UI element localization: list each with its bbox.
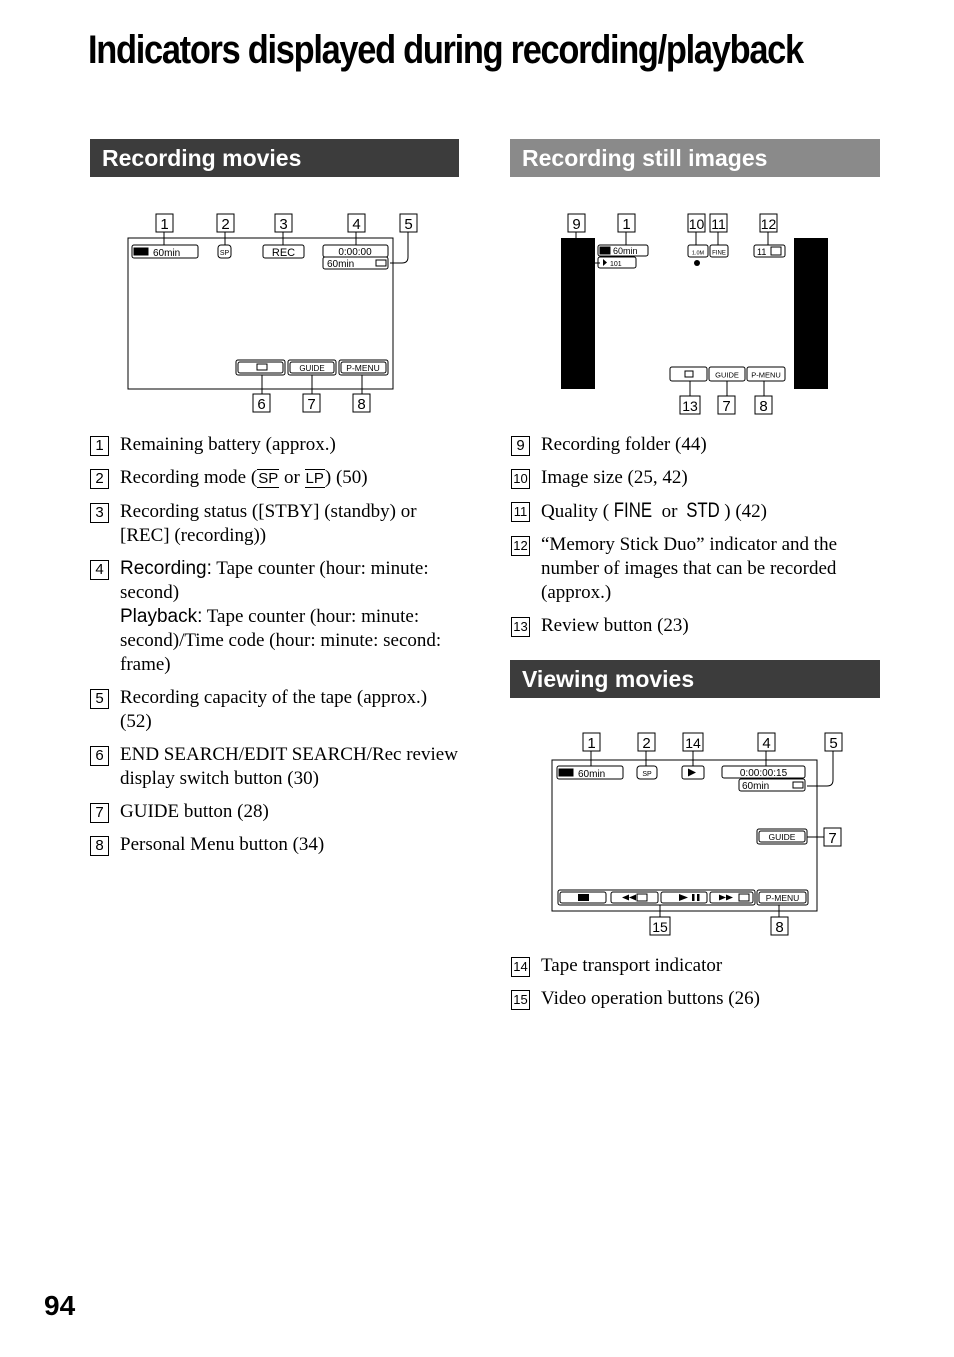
viewing-movies-screen-diagram	[545, 725, 855, 940]
callout-label: 13	[682, 398, 698, 414]
std-quality-icon: STD	[686, 499, 721, 522]
item-text: Recording mode (	[120, 467, 258, 488]
legend-item	[90, 743, 460, 791]
recording-still-legend	[511, 433, 881, 647]
item-text: Tape counter (hour: minute: second)/Time code (hour: minute: second: frame)	[120, 606, 442, 675]
item-number: 7	[90, 803, 109, 823]
item-text: Video operation buttons (26)	[541, 988, 760, 1009]
callout-label: 4	[762, 735, 771, 752]
recording-mode-indicator: SP	[219, 250, 230, 257]
item-number: 9	[511, 436, 530, 456]
item-text: Recording status ([STBY] (standby) or [REC] (recording))	[120, 501, 417, 546]
item-number: 11	[511, 502, 530, 522]
time-code-counter: 0:00:00:15	[739, 768, 788, 779]
item-number: 10	[511, 469, 530, 489]
callout-label: 1	[587, 735, 596, 752]
recording-still-screen-diagram	[558, 205, 833, 420]
item-text: GUIDE button (28)	[120, 801, 269, 822]
recording-movies-screen-diagram	[120, 205, 430, 420]
quality-indicator: FINE	[712, 250, 726, 257]
legend-item	[511, 466, 881, 490]
legend-item	[90, 466, 460, 491]
item-number: 3	[90, 503, 109, 523]
item-text: Recording folder (44)	[541, 434, 707, 455]
callout-label: 1	[622, 216, 631, 233]
callout-label: 8	[759, 398, 768, 415]
item-number: 1	[90, 436, 109, 456]
item-number: 12	[511, 536, 530, 556]
legend-item	[511, 499, 881, 524]
item-number: 15	[511, 990, 530, 1010]
callout-label: 2	[642, 735, 651, 752]
image-size-indicator: 1.0M	[691, 250, 705, 257]
callout-label: 11	[711, 216, 726, 232]
section-heading-recording-still-images: Recording still images	[510, 139, 880, 177]
callout-label: 6	[257, 396, 266, 413]
item-number: 8	[90, 836, 109, 856]
item-text: END SEARCH/EDIT SEARCH/Rec review display switch button (30)	[120, 744, 458, 789]
callout-label: 8	[357, 396, 366, 413]
item-number: 5	[90, 689, 109, 709]
battery-indicator: 60min	[578, 769, 606, 780]
recording-movies-legend	[90, 433, 460, 866]
item-text: Review button (23)	[541, 615, 689, 636]
recording-mode-indicator: SP	[642, 771, 652, 778]
legend-item	[511, 954, 881, 978]
legend-item	[90, 686, 460, 734]
guide-button[interactable]: GUIDE	[299, 364, 325, 373]
item-text: or	[656, 501, 683, 522]
recording-status-indicator: REC	[271, 247, 296, 259]
item-text: ) (50)	[324, 467, 368, 488]
pmenu-button[interactable]: P-MENU	[765, 893, 800, 903]
callout-label: 14	[685, 735, 701, 751]
legend-item	[90, 433, 460, 457]
pmenu-button[interactable]: P-MENU	[751, 370, 781, 380]
pmenu-button[interactable]: P-MENU	[346, 363, 380, 373]
lp-mode-icon: LP	[305, 470, 324, 487]
callout-label: 15	[652, 919, 668, 935]
page-number: 94	[44, 1290, 76, 1321]
callout-label: 1	[160, 216, 169, 233]
legend-item	[90, 833, 460, 857]
item-text: Image size (25, 42)	[541, 467, 688, 488]
battery-indicator: 60min	[153, 248, 181, 259]
callout-label: 7	[722, 398, 731, 415]
item-text: Remaining battery (approx.)	[120, 434, 336, 455]
callout-label: 2	[221, 216, 230, 233]
callout-label: 7	[307, 396, 316, 413]
item-text: “Memory Stick Duo” indicator and the number of images that can be recorded (approx.)	[541, 534, 838, 603]
tape-capacity: 60min	[742, 781, 770, 792]
fine-quality-icon: FINE	[613, 499, 653, 522]
sp-mode-icon: SP	[258, 470, 279, 487]
legend-item	[90, 557, 460, 677]
item-number: 2	[90, 469, 109, 489]
battery-indicator: 60min	[613, 246, 638, 256]
image-count-indicator: 11	[757, 247, 767, 257]
tape-counter: 0:00:00	[338, 247, 372, 258]
viewing-movies-legend	[511, 954, 881, 1020]
callout-label: 8	[775, 919, 784, 936]
item-number: 13	[511, 617, 530, 637]
legend-item	[511, 533, 881, 605]
item-text: ) (42)	[724, 501, 767, 522]
callout-label: 5	[829, 735, 838, 752]
legend-item	[90, 800, 460, 824]
callout-label: 3	[279, 216, 288, 233]
item-text: Recording capacity of the tape (approx.) (52)	[120, 687, 428, 732]
callout-label: 4	[352, 216, 361, 233]
section-heading-recording-movies: Recording movies	[90, 139, 459, 177]
item-text: Tape transport indicator	[541, 955, 723, 976]
item-number: 6	[90, 746, 109, 766]
callout-label: 7	[828, 830, 837, 847]
recording-label: Recording:	[120, 558, 212, 579]
callout-label: 10	[688, 216, 705, 232]
item-text: Tape counter (hour: minute: second)	[120, 558, 429, 603]
item-text: or	[279, 467, 305, 488]
legend-item	[90, 500, 460, 548]
legend-item	[511, 987, 881, 1011]
callout-label: 9	[572, 216, 581, 233]
guide-button[interactable]: GUIDE	[768, 832, 796, 842]
callout-label: 12	[760, 216, 777, 232]
guide-button[interactable]: GUIDE	[715, 370, 739, 380]
item-number: 14	[511, 957, 530, 977]
tape-capacity: 60min	[327, 259, 355, 270]
recording-folder-indicator: 101	[610, 261, 622, 268]
legend-item	[511, 614, 881, 638]
legend-item	[511, 433, 881, 457]
section-heading-viewing-movies: Viewing movies	[510, 660, 880, 698]
page-title: Indicators displayed during recording/playback	[88, 28, 803, 72]
playback-label: Playback:	[120, 606, 203, 627]
item-text: Quality (	[541, 501, 610, 522]
item-text: Personal Menu button (34)	[120, 834, 325, 855]
callout-label: 5	[404, 216, 413, 233]
item-number: 4	[90, 560, 109, 580]
